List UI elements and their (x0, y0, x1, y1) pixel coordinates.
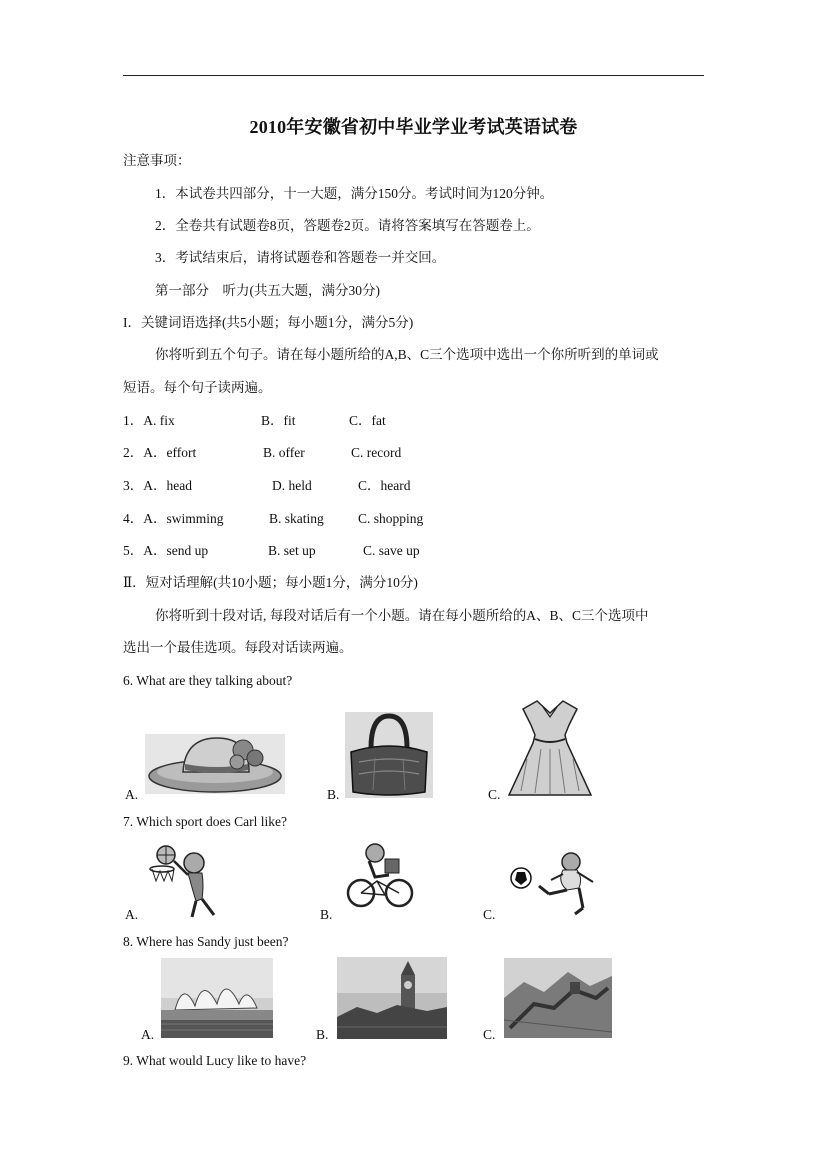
note-1: 1．本试卷共四部分，十一大题，满分150分。考试时间为120分钟。 (155, 186, 554, 201)
dress-icon (507, 699, 593, 799)
q7-text: 7. Which sport does Carl like? (123, 814, 287, 829)
q7-label-c: C. (483, 907, 496, 922)
q5-option-b: B. set up (268, 543, 316, 558)
q5-option-a: 5．A．send up (123, 543, 209, 558)
note-3: 3．考试结束后，请将试题卷和答题卷一并交回。 (155, 250, 446, 265)
q1-option-c: C．fat (349, 413, 386, 428)
q6-label-b: B. (327, 787, 340, 802)
note-2: 2．全卷共有试题卷8页，答题卷2页。请将答案填写在答题卷上。 (155, 218, 540, 233)
q3-option-a: 3．A．head (123, 478, 192, 493)
section2-instruction: 你将听到十段对话, 每段对话后有一个小题。请在每小题所给的A、B、C三个选项中 (155, 608, 649, 623)
q8-label-b: B. (316, 1027, 329, 1042)
q2-option-b: B. offer (263, 445, 305, 460)
part1-heading: 第一部分 听力(共五大题，满分30分) (155, 283, 380, 298)
section2-heading: Ⅱ．短对话理解(共10小题；每小题1分，满分10分) (123, 575, 418, 590)
q6-text: 6. What are they talking about? (123, 673, 293, 688)
soccer-icon (509, 852, 605, 920)
q1-option-a: 1．A. fix (123, 413, 175, 428)
q9-text: 9. What would Lucy like to have? (123, 1053, 307, 1068)
q8-label-c: C. (483, 1027, 496, 1042)
basketball-icon (148, 841, 224, 921)
q4-option-b: B. skating (269, 511, 324, 526)
cycling-icon (345, 841, 415, 911)
q3-option-b: D. held (272, 478, 312, 493)
q7-label-a: A. (125, 907, 139, 922)
q4-option-c: C. shopping (358, 511, 424, 526)
section1-instruction: 你将听到五个句子。请在每小题所给的A,B、C三个选项中选出一个你所听到的单词或 (155, 347, 659, 362)
q3-option-c: C．heard (358, 478, 411, 493)
header-rule (123, 75, 704, 76)
section2-instruction-cont: 选出一个最佳选项。每段对话读两遍。 (123, 640, 353, 655)
q7-label-b: B. (320, 907, 333, 922)
notes-heading: 注意事项： (123, 153, 191, 168)
q2-option-c: C. record (351, 445, 402, 460)
q6-label-c: C. (488, 787, 501, 802)
q4-option-a: 4．A．swimming (123, 511, 224, 526)
handbag-icon (345, 712, 433, 798)
page-title: 2010年安徽省初中毕业学业考试英语试卷 (249, 117, 578, 137)
sydney-opera-house-icon (161, 958, 273, 1038)
q8-label-a: A. (141, 1027, 155, 1042)
q6-label-a: A. (125, 787, 139, 802)
section1-heading: I．关键词语选择(共5小题；每小题1分，满分5分) (123, 315, 414, 330)
q2-option-a: 2．A．effort (123, 445, 197, 460)
q8-text: 8. Where has Sandy just been? (123, 934, 289, 949)
q1-option-b: B．fit (261, 413, 296, 428)
hat-icon (145, 728, 285, 798)
great-wall-icon (504, 958, 612, 1038)
q5-option-c: C. save up (363, 543, 420, 558)
big-ben-icon (337, 957, 447, 1039)
section1-instruction-cont: 短语。每个句子读两遍。 (123, 380, 272, 395)
